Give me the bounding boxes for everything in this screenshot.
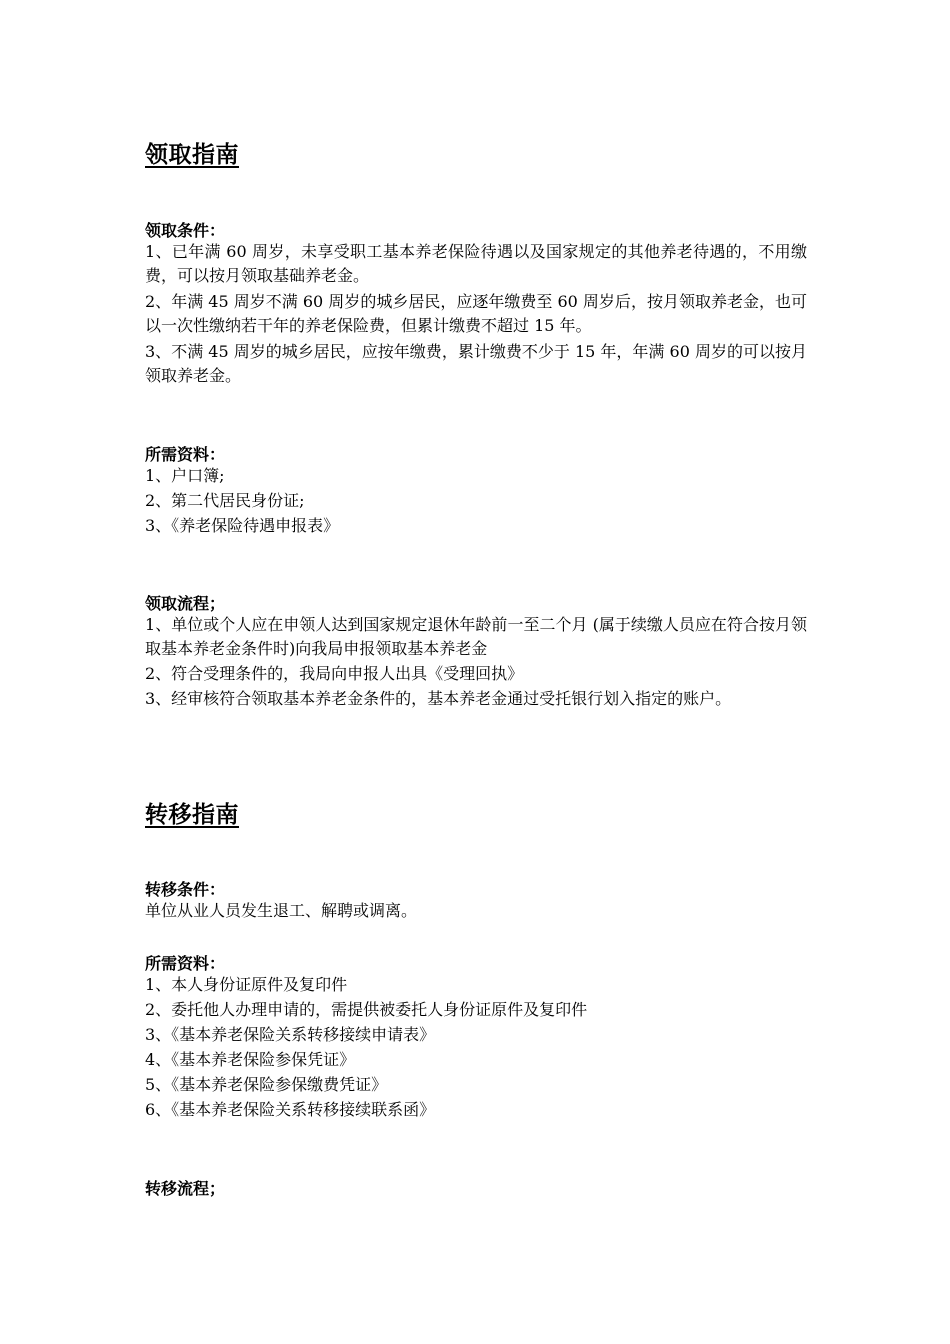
claim-condition-item: 2、年满 45 周岁不满 60 周岁的城乡居民，应逐年缴费至 60 周岁后，按月领取养老金，也可以一次性缴纳若干年的养老保险费，但累计缴费不超过 15 年。	[145, 292, 807, 335]
transfer-material-item: 4、《基本养老保险参保凭证》	[145, 1050, 356, 1069]
transfer-material-item: 2、委托他人办理申请的，需提供被委托人身份证原件及复印件	[145, 1000, 588, 1019]
claim-process-item: 3、经审核符合领取基本养老金条件的，基本养老金通过受托银行划入指定的账户。	[145, 689, 732, 708]
claim-condition-item: 1、已年满 60 周岁，未享受职工基本养老保险待遇以及国家规定的其他养老待遇的，不用缴费，可以按月领取基础养老金。	[145, 242, 807, 285]
claim-process-item: 2、符合受理条件的，我局向申报人出具《受理回执》	[145, 664, 524, 683]
claim-materials-label: 所需资料：	[145, 445, 226, 464]
transfer-material-item: 1、本人身份证原件及复印件	[145, 975, 348, 994]
transfer-condition-text: 单位从业人员发生退工、解聘或调离。	[145, 901, 418, 920]
document-page	[145, 0, 810, 1344]
transfer-material-item: 5、《基本养老保险参保缴费凭证》	[145, 1075, 388, 1094]
claim-process-label: 领取流程；	[145, 594, 226, 613]
claim-conditions-label: 领取条件：	[145, 221, 226, 240]
transfer-materials-label: 所需资料：	[145, 954, 226, 973]
transfer-process-label: 转移流程；	[145, 1179, 226, 1198]
claim-material-item: 2、第二代居民身份证;	[145, 491, 305, 510]
transfer-conditions-label: 转移条件：	[145, 880, 226, 899]
claim-material-item: 3、《养老保险待遇申报表》	[145, 516, 340, 535]
claim-condition-item: 3、不满 45 周岁的城乡居民，应按年缴费，累计缴费不少于 15 年，年满 60 周岁的可以按月领取养老金。	[145, 342, 807, 385]
claim-material-item: 1、户口簿;	[145, 466, 225, 485]
claim-process-item: 1、单位或个人应在申领人达到国家规定退休年龄前一至二个月 (属于续缴人员应在符合按月领取基本养老金条件时)向我局申报领取基本养老金	[145, 615, 807, 658]
claim-guide-title: 领取指南	[145, 142, 239, 168]
transfer-material-item: 6、《基本养老保险关系转移接续联系函》	[145, 1100, 436, 1119]
transfer-material-item: 3、《基本养老保险关系转移接续申请表》	[145, 1025, 436, 1044]
transfer-guide-title: 转移指南	[145, 802, 239, 828]
